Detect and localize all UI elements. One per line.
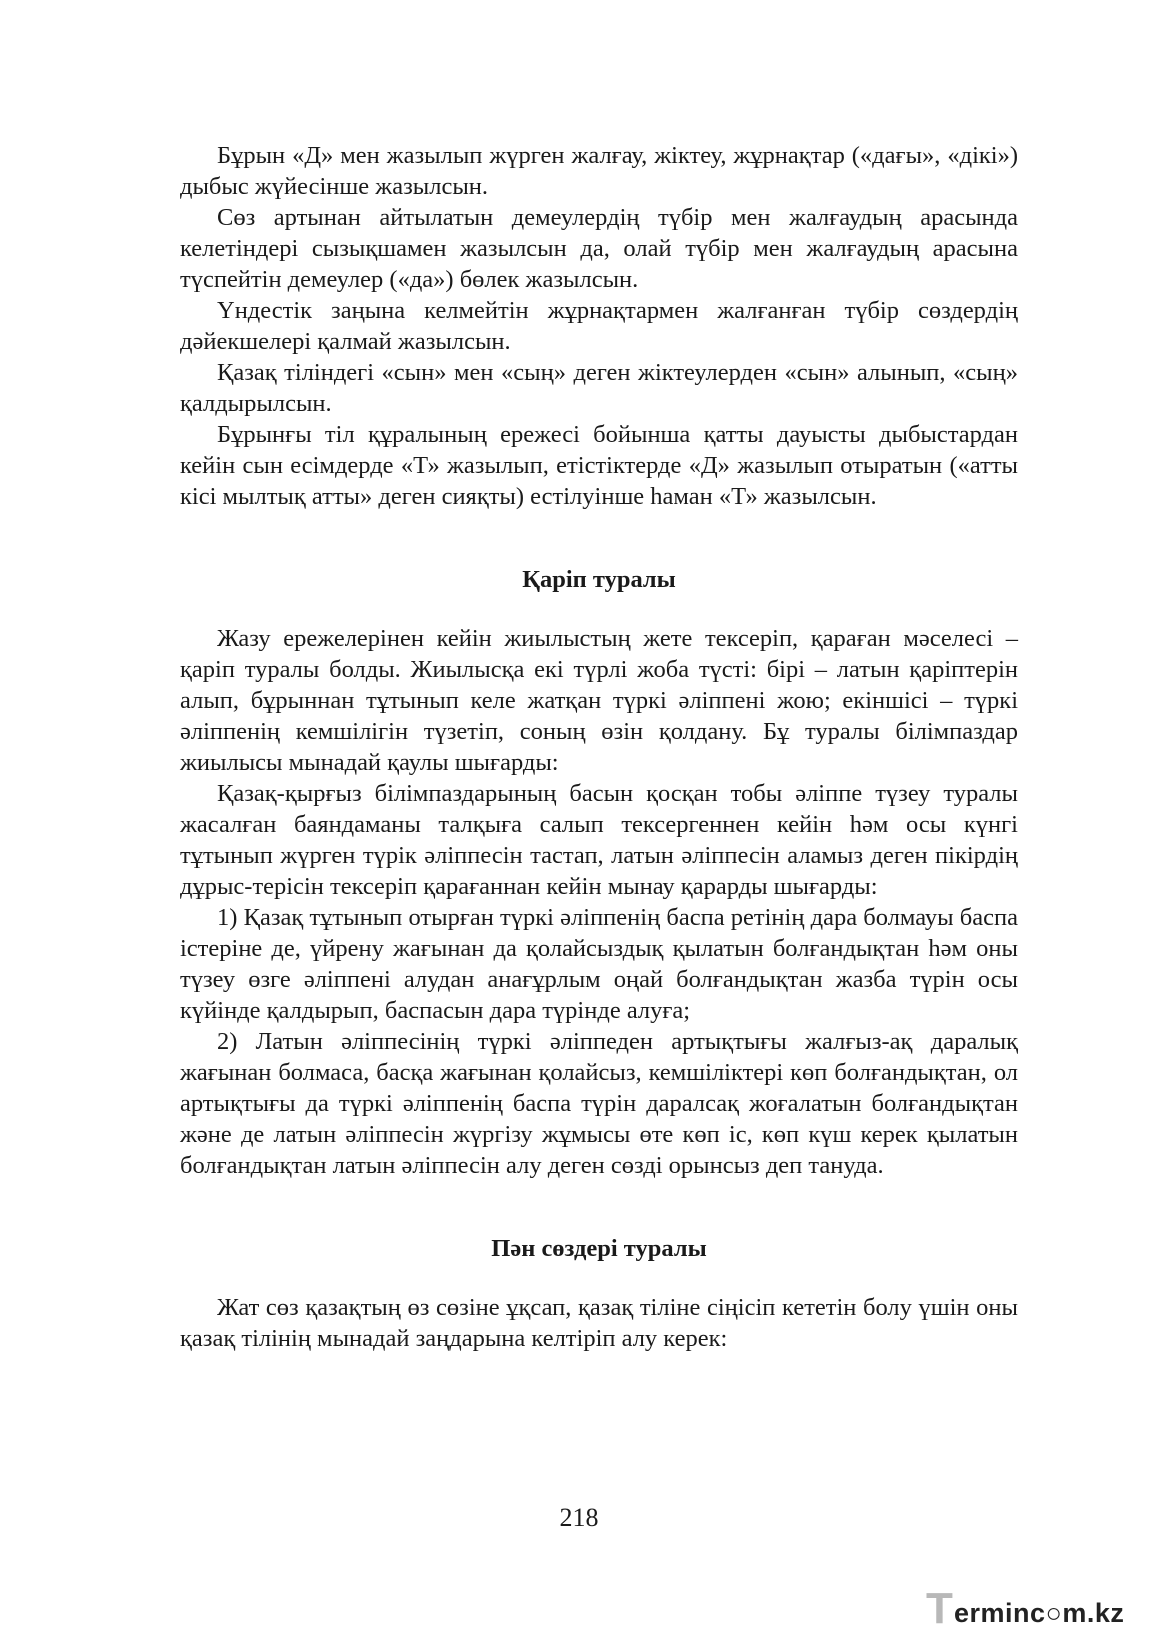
paragraph: 1) Қазақ тұтынып отырған түркі әліппенің баспа ретінің дара болмауы баспа істеріне де, үйрену жағынан да қолайсыздық қылатын болғандықтан һәм оны түзеу өзге әліппені алудан анағұрлым оңай болғандықтан жазба түрін осы күйінде қалдырып, баспасын дара түрінде алуға; <box>180 904 1018 1024</box>
watermark-text: erminc○m.kz <box>954 1598 1125 1628</box>
terminkom-watermark-logo <box>926 1584 1136 1633</box>
paragraph: Жазу ережелерінен кейін жиылыстың жете тексеріп, қараған мәселесі – қаріп туралы болды. Жиылысқа екі түрлі жоба түсті: бірі – латын қаріптерін алып, бұрыннан тұтынып келе жатқан түркі әліппені жою; екіншісі – түркі әліппенің кемшілігін түзетіп, соның өзін қолдану. Бұ туралы білімпаздар жиылысы мынадай қаулы шығарды: <box>180 625 1018 776</box>
paragraph: 2) Латын әліппесінің түркі әліппеден артықтығы жалғыз-ақ даралық жағынан болмаса, басқа жағынан қолайсыз, кемшіліктері көп болғандықтан, ол артықтығы да түркі әліппенің баспа түрін даралсақ жоғалатын болғандықтан және де латын әліппесін жүргізу жұмысы өте көп іс, көп күш керек қылатын болғандықтан латын әліппесін алу деген сөзді орынсыз деп тануда. <box>180 1028 1018 1179</box>
watermark-letter: T <box>926 1584 953 1633</box>
paragraph: Жат сөз қазақтың өз сөзіне ұқсап, қазақ тіліне сіңісіп кететін болу үшін оны қазақ тілінің мынадай заңдарына келтіріп алу керек: <box>180 1294 1018 1352</box>
paragraph: Сөз артынан айтылатын демеулердің түбір мен жалғаудың арасында келетіндері сызықшамен жазылсын да, олай түбір мен жалғаудың арасына түспейтін демеулер («да») бөлек жазылсын. <box>180 204 1018 293</box>
paragraph: Үндестік заңына келмейтін жұрнақтармен жалғанған түбір сөздердің дәйекшелері қалмай жазылсын. <box>180 297 1018 355</box>
section-heading-qarip: Қаріп туралы <box>522 566 676 593</box>
paragraph: Қазақ тіліндегі «сын» мен «сың» деген жіктеулерден «сын» алынып, «сың» қалдырылсын. <box>180 359 1018 417</box>
paragraph: Бұрынғы тіл құралының ережесі бойынша қатты дауысты дыбыстардан кейін сын есімдерде «Т» жазылып, етістіктерде «Д» жазылып отыратын («атты кісі мылтық атты» деген сияқты) естілуінше һаман «Т» жазылсын. <box>180 421 1018 510</box>
page-number: 218 <box>559 1503 599 1532</box>
section-heading-pan-sozderi: Пән сөздері туралы <box>491 1235 707 1262</box>
page-body <box>180 140 1018 1354</box>
paragraph: Бұрын «Д» мен жазылып жүрген жалғау, жіктеу, жұрнақтар («дағы», «дікі») дыбыс жүйесінше жазылсын. <box>180 142 1018 200</box>
paragraph: Қазақ-қырғыз білімпаздарының басын қосқан тобы әліппе түзеу туралы жасалған баяндаманы талқыға салып тексергеннен кейін һәм осы күнгі тұтынып жүрген түрік әліппесін тастап, латын әліппесін аламыз деген пікірдің дұрыс-терісін тексеріп қарағаннан кейін мынау қарарды шығарды: <box>180 780 1018 900</box>
